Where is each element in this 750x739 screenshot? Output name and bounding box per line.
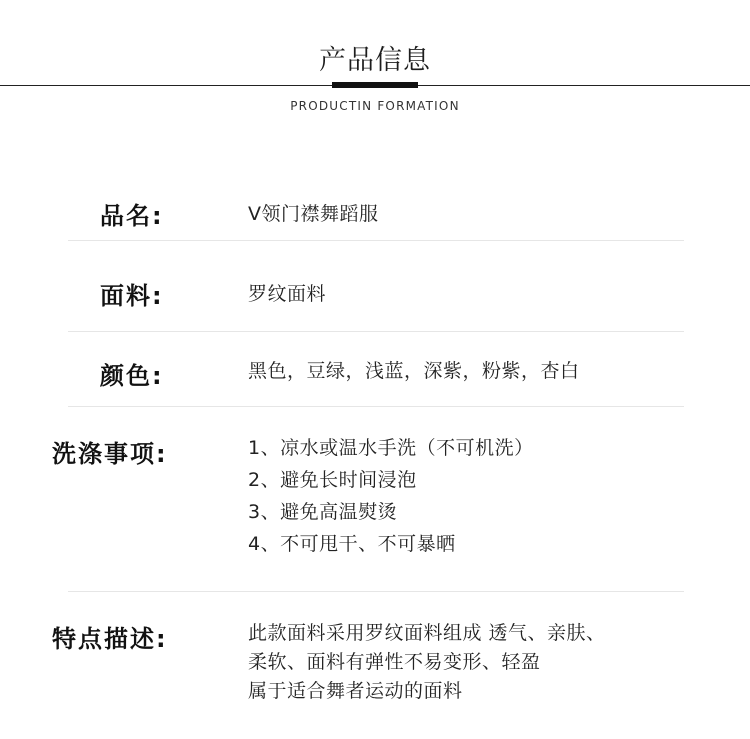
value-fabric: 罗纹面料	[248, 283, 327, 305]
care-line-3: 3、避免高温熨烫	[248, 501, 398, 523]
label-fabric: 面料:	[100, 282, 164, 310]
label-care: 洗涤事项:	[52, 440, 168, 468]
header-accent-bar	[332, 82, 418, 88]
features-line-3: 属于适合舞者运动的面料	[248, 680, 463, 702]
divider	[68, 406, 684, 407]
care-line-1: 1、凉水或温水手洗（不可机洗）	[248, 437, 534, 459]
divider	[68, 240, 684, 241]
features-line-2: 柔软、面料有弹性不易变形、轻盈	[248, 651, 541, 673]
value-features	[248, 619, 606, 706]
page-subtitle: PRODUCTIN FORMATION	[290, 99, 460, 113]
label-product-name: 品名:	[100, 202, 164, 230]
page-title: 产品信息	[319, 45, 431, 76]
label-color: 颜色:	[100, 362, 164, 390]
value-care	[248, 432, 534, 560]
features-line-1: 此款面料采用罗纹面料组成 透气、亲肤、	[248, 622, 606, 644]
label-features: 特点描述:	[52, 625, 168, 653]
care-line-2: 2、避免长时间浸泡	[248, 469, 417, 491]
value-product-name: V领门襟舞蹈服	[248, 203, 379, 225]
care-line-4: 4、不可甩干、不可暴晒	[248, 533, 456, 555]
divider	[68, 591, 684, 592]
value-color: 黑色，豆绿，浅蓝，深紫，粉紫，杏白	[248, 360, 580, 382]
divider	[68, 331, 684, 332]
